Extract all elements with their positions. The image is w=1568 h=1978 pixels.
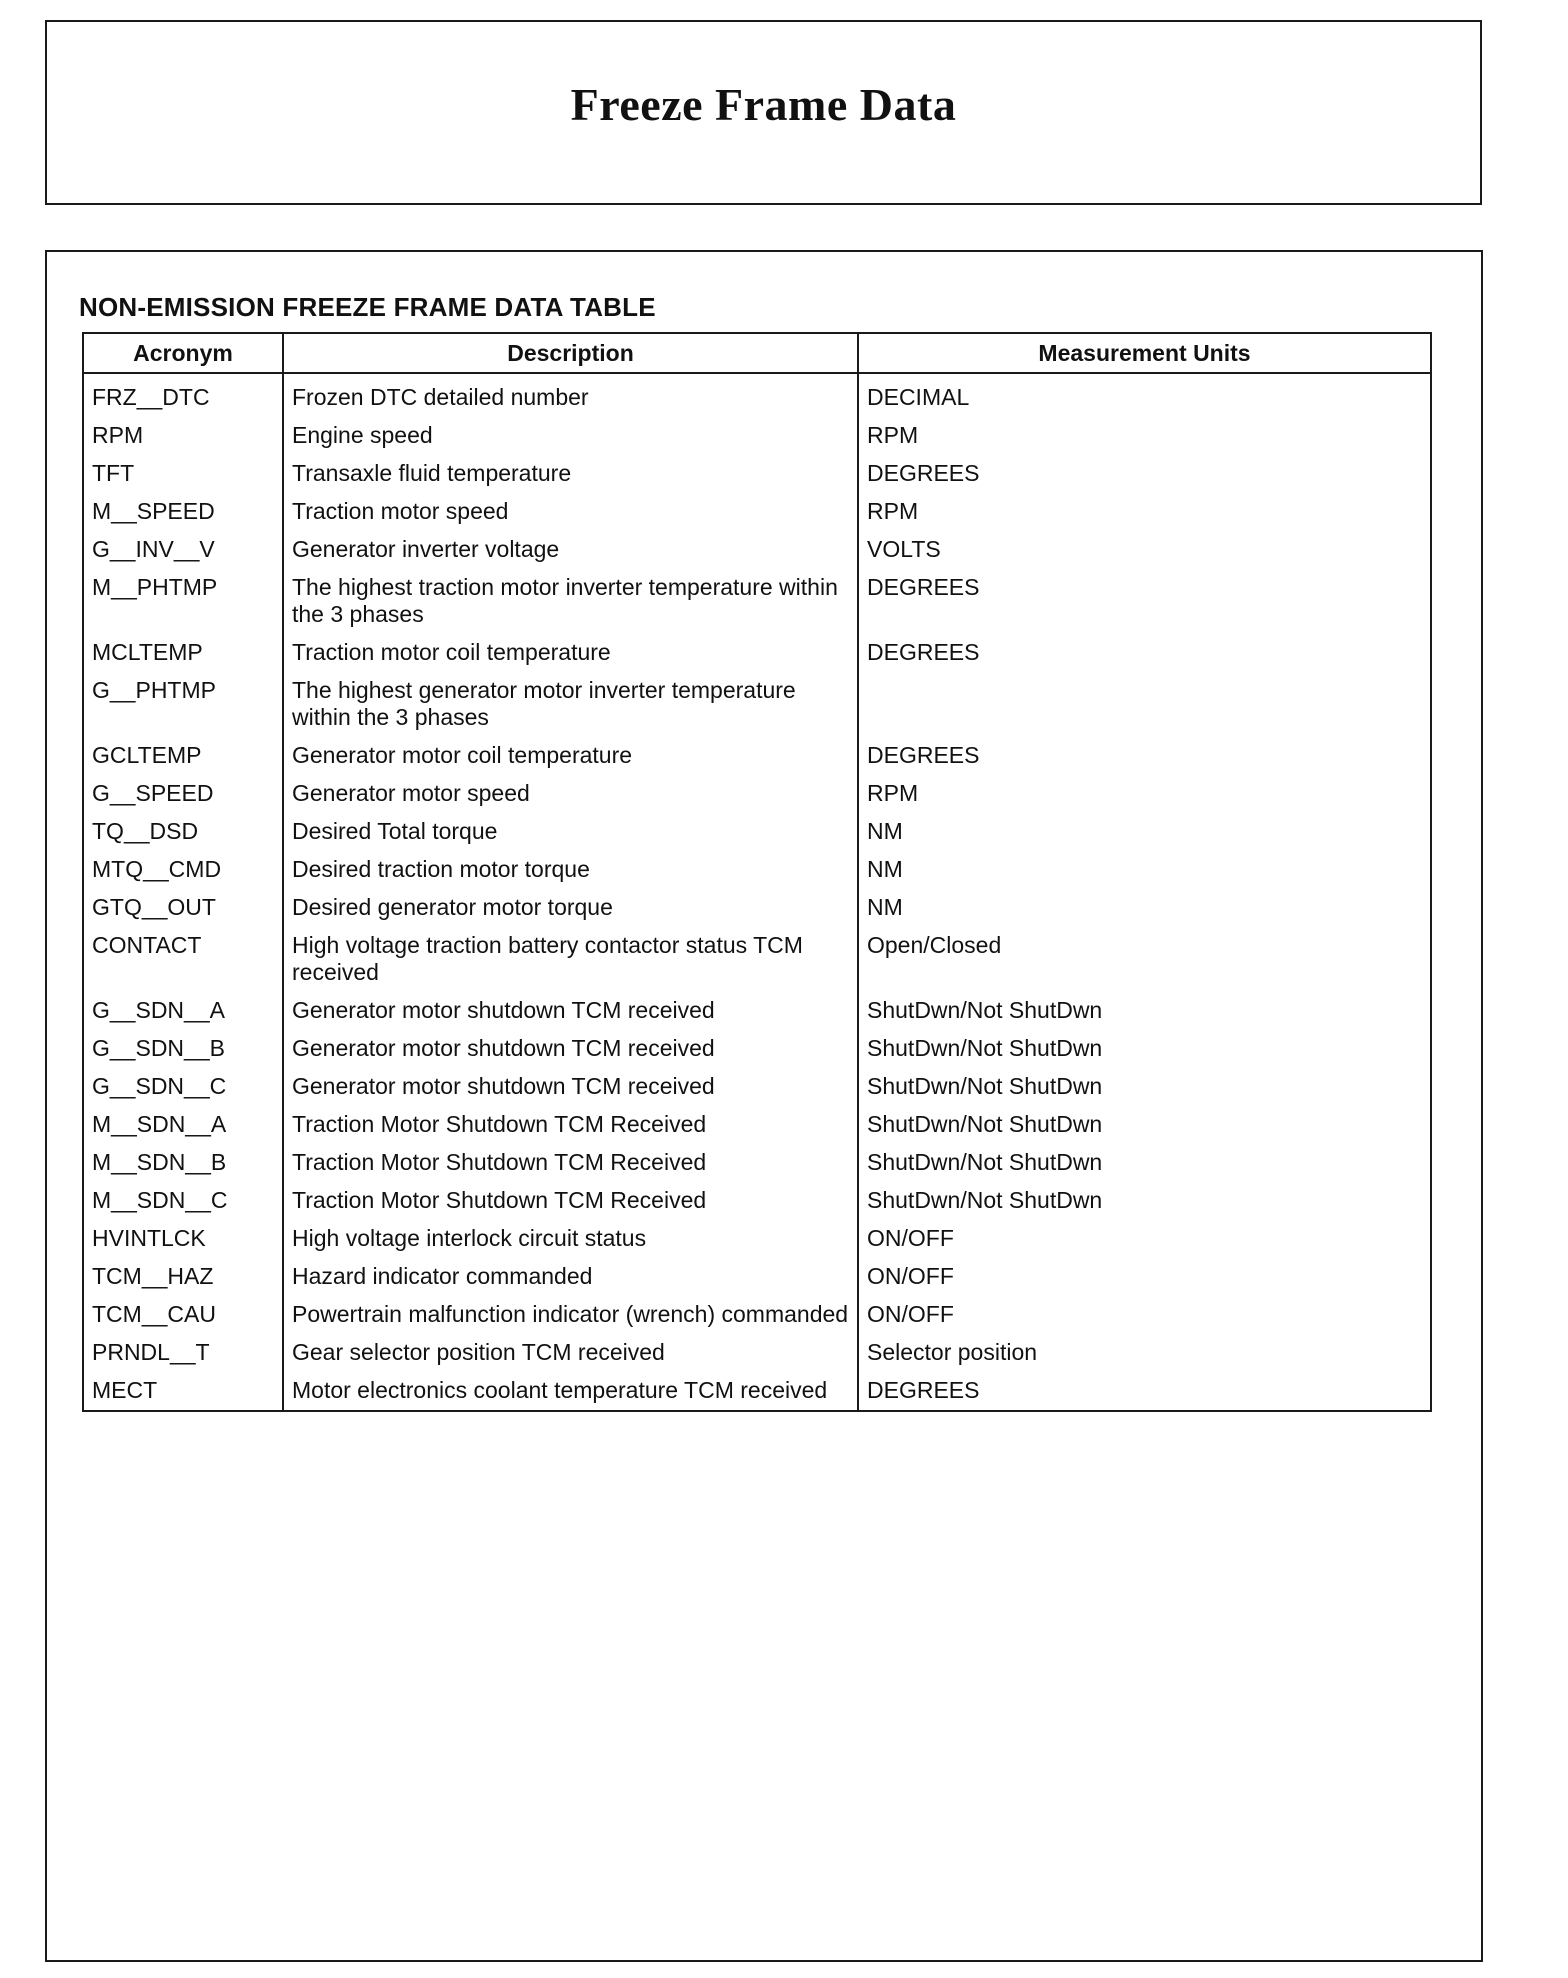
cell-acronym: TCM__HAZ: [83, 1257, 283, 1295]
table-row: [83, 1181, 1431, 1219]
cell-acronym: MCLTEMP: [83, 633, 283, 671]
cell-units: DECIMAL: [858, 373, 1431, 416]
title-box: [45, 20, 1482, 205]
cell-units: ShutDwn/Not ShutDwn: [858, 1105, 1431, 1143]
cell-acronym: GCLTEMP: [83, 736, 283, 774]
header-acronym: Acronym: [83, 333, 283, 373]
cell-description: Powertrain malfunction indicator (wrench) commanded: [283, 1295, 858, 1333]
cell-acronym: M__PHTMP: [83, 568, 283, 633]
cell-units: DEGREES: [858, 454, 1431, 492]
cell-acronym: M__SDN__C: [83, 1181, 283, 1219]
header-units: Measurement Units: [858, 333, 1431, 373]
table-row: [83, 888, 1431, 926]
cell-units: Open/Closed: [858, 926, 1431, 991]
cell-description: Hazard indicator commanded: [283, 1257, 858, 1295]
freeze-frame-table: [82, 332, 1432, 1412]
table-row: [83, 1371, 1431, 1411]
table-row: [83, 1257, 1431, 1295]
cell-acronym: FRZ__DTC: [83, 373, 283, 416]
page-title: Freeze Frame Data: [570, 79, 957, 130]
cell-units: ShutDwn/Not ShutDwn: [858, 1181, 1431, 1219]
cell-units: RPM: [858, 416, 1431, 454]
cell-acronym: G__SDN__B: [83, 1029, 283, 1067]
table-row: [83, 736, 1431, 774]
cell-description: Desired traction motor torque: [283, 850, 858, 888]
table-row: [83, 1029, 1431, 1067]
cell-units: NM: [858, 850, 1431, 888]
cell-units: RPM: [858, 774, 1431, 812]
table-row: [83, 1105, 1431, 1143]
cell-acronym: G__INV__V: [83, 530, 283, 568]
table-row: [83, 454, 1431, 492]
cell-units: DEGREES: [858, 633, 1431, 671]
cell-description: Motor electronics coolant temperature TCM received: [283, 1371, 858, 1411]
table-row: [83, 1333, 1431, 1371]
cell-acronym: TQ__DSD: [83, 812, 283, 850]
cell-description: High voltage traction battery contactor status TCM received: [283, 926, 858, 991]
table-row: [83, 568, 1431, 633]
cell-acronym: HVINTLCK: [83, 1219, 283, 1257]
cell-acronym: G__SPEED: [83, 774, 283, 812]
cell-units: NM: [858, 812, 1431, 850]
cell-acronym: MECT: [83, 1371, 283, 1411]
cell-acronym: G__SDN__C: [83, 1067, 283, 1105]
cell-description: Traction motor coil temperature: [283, 633, 858, 671]
cell-acronym: GTQ__OUT: [83, 888, 283, 926]
cell-units: [858, 671, 1431, 736]
table-row: [83, 1067, 1431, 1105]
cell-units: ON/OFF: [858, 1257, 1431, 1295]
table-row: [83, 416, 1431, 454]
cell-units: NM: [858, 888, 1431, 926]
table-row: [83, 1295, 1431, 1333]
cell-acronym: M__SDN__A: [83, 1105, 283, 1143]
cell-units: DEGREES: [858, 568, 1431, 633]
cell-units: RPM: [858, 492, 1431, 530]
header-description: Description: [283, 333, 858, 373]
cell-description: Generator motor speed: [283, 774, 858, 812]
cell-description: Frozen DTC detailed number: [283, 373, 858, 416]
cell-acronym: CONTACT: [83, 926, 283, 991]
cell-description: Generator motor shutdown TCM received: [283, 1067, 858, 1105]
table-row: [83, 926, 1431, 991]
table-row: [83, 1143, 1431, 1181]
cell-acronym: M__SPEED: [83, 492, 283, 530]
cell-acronym: G__SDN__A: [83, 991, 283, 1029]
table-header-row: [83, 333, 1431, 373]
cell-acronym: TCM__CAU: [83, 1295, 283, 1333]
cell-description: The highest generator motor inverter temperature within the 3 phases: [283, 671, 858, 736]
cell-description: Generator motor shutdown TCM received: [283, 991, 858, 1029]
table-row: [83, 492, 1431, 530]
table-row: [83, 850, 1431, 888]
table-row: [83, 1219, 1431, 1257]
cell-description: Traction Motor Shutdown TCM Received: [283, 1143, 858, 1181]
cell-description: High voltage interlock circuit status: [283, 1219, 858, 1257]
cell-description: Desired generator motor torque: [283, 888, 858, 926]
cell-acronym: PRNDL__T: [83, 1333, 283, 1371]
cell-description: Traction Motor Shutdown TCM Received: [283, 1181, 858, 1219]
cell-units: VOLTS: [858, 530, 1431, 568]
cell-description: Generator inverter voltage: [283, 530, 858, 568]
table-row: [83, 373, 1431, 416]
cell-units: DEGREES: [858, 736, 1431, 774]
cell-units: ShutDwn/Not ShutDwn: [858, 1029, 1431, 1067]
cell-acronym: TFT: [83, 454, 283, 492]
cell-description: Generator motor shutdown TCM received: [283, 1029, 858, 1067]
cell-description: Traction Motor Shutdown TCM Received: [283, 1105, 858, 1143]
table-row: [83, 812, 1431, 850]
cell-units: ON/OFF: [858, 1219, 1431, 1257]
cell-description: Desired Total torque: [283, 812, 858, 850]
cell-description: Transaxle fluid temperature: [283, 454, 858, 492]
cell-acronym: G__PHTMP: [83, 671, 283, 736]
cell-acronym: MTQ__CMD: [83, 850, 283, 888]
cell-description: Engine speed: [283, 416, 858, 454]
table-title: NON-EMISSION FREEZE FRAME DATA TABLE: [79, 292, 656, 322]
content-box: [45, 250, 1483, 1962]
cell-units: ShutDwn/Not ShutDwn: [858, 991, 1431, 1029]
cell-units: ShutDwn/Not ShutDwn: [858, 1143, 1431, 1181]
table-row: [83, 774, 1431, 812]
cell-description: Gear selector position TCM received: [283, 1333, 858, 1371]
cell-description: Traction motor speed: [283, 492, 858, 530]
cell-description: The highest traction motor inverter temperature within the 3 phases: [283, 568, 858, 633]
table-row: [83, 991, 1431, 1029]
cell-acronym: M__SDN__B: [83, 1143, 283, 1181]
cell-units: DEGREES: [858, 1371, 1431, 1411]
cell-description: Generator motor coil temperature: [283, 736, 858, 774]
table-row: [83, 530, 1431, 568]
table-row: [83, 633, 1431, 671]
table-body: [83, 373, 1431, 1411]
cell-acronym: RPM: [83, 416, 283, 454]
cell-units: Selector position: [858, 1333, 1431, 1371]
cell-units: ShutDwn/Not ShutDwn: [858, 1067, 1431, 1105]
cell-units: ON/OFF: [858, 1295, 1431, 1333]
table-row: [83, 671, 1431, 736]
